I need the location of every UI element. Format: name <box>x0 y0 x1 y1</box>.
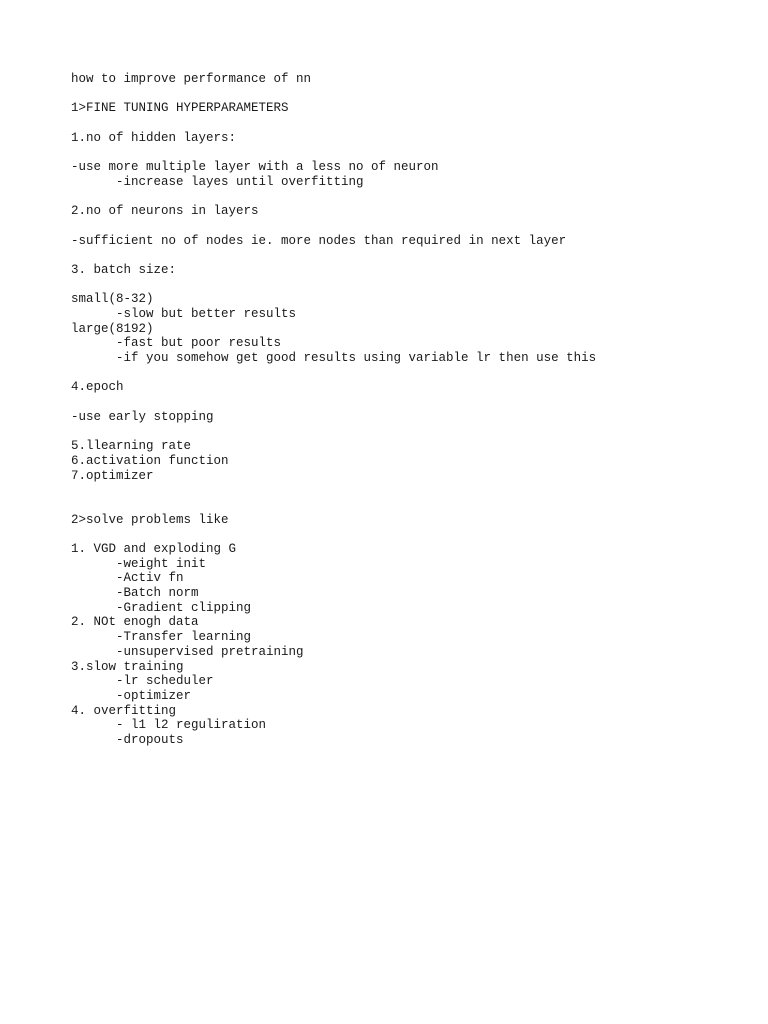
batch-large: large(8192) <box>71 321 154 336</box>
section2-heading: 2>solve problems like <box>71 512 229 527</box>
problem-fix: -Activ fn <box>116 571 184 586</box>
blank-line <box>71 366 751 381</box>
blank-line <box>71 278 751 293</box>
problem-fix: -Transfer learning <box>116 630 252 645</box>
problem-fix: -Gradient clipping <box>116 600 252 615</box>
blank-line <box>71 190 751 205</box>
batch-small-note: -slow but better results <box>116 307 297 321</box>
problem-fix: -dropouts <box>116 732 184 747</box>
document-body <box>71 72 751 748</box>
hidden-layers-point: -use more multiple layer with a less no of neuron <box>71 160 439 175</box>
hidden-layers-label: 1.no of hidden layers: <box>71 130 237 145</box>
neurons-label: 2.no of neurons in layers <box>71 204 259 219</box>
blank-line <box>71 425 751 440</box>
problem-label: 4. overfitting <box>71 703 177 718</box>
problem-fix: -unsupervised pretraining <box>116 644 304 659</box>
problem-fix: - l1 l2 reguliration <box>116 718 267 733</box>
neurons-point: -sufficient no of nodes ie. more nodes than required in next layer <box>71 233 567 248</box>
blank-line <box>71 145 751 160</box>
blank-lines <box>71 483 751 512</box>
blank-line <box>71 527 751 542</box>
hyperparameter-item: 5.llearning rate <box>71 439 192 454</box>
section1-heading: 1>FINE TUNING HYPERPARAMETERS <box>71 101 289 116</box>
blank-line <box>71 116 751 131</box>
document-title: how to improve performance of nn <box>71 72 312 86</box>
blank-line <box>71 248 751 263</box>
batch-large-note: -if you somehow get good results using variable lr then use this <box>116 351 597 366</box>
batch-small: small(8-32) <box>71 292 154 307</box>
problem-fix: -Batch norm <box>116 586 199 601</box>
problem-fix: -weight init <box>116 556 207 571</box>
epoch-label: 4.epoch <box>71 380 124 395</box>
hyperparameter-item: 7.optimizer <box>71 468 154 483</box>
hyperparameter-item: 6.activation function <box>71 453 229 468</box>
blank-line <box>71 395 751 410</box>
epoch-point: -use early stopping <box>71 409 214 424</box>
problem-label: 3.slow training <box>71 659 184 674</box>
hidden-layers-subpoint: -increase layes until overfitting <box>116 174 364 189</box>
problem-fix: -lr scheduler <box>116 674 214 689</box>
problem-fix: -optimizer <box>116 688 192 703</box>
problem-label: 1. VGD and exploding G <box>71 542 237 557</box>
blank-line <box>71 219 751 234</box>
problem-label: 2. NOt enogh data <box>71 615 199 630</box>
batch-large-note: -fast but poor results <box>116 336 282 351</box>
batch-size-label: 3. batch size: <box>71 262 177 277</box>
blank-line <box>71 87 751 102</box>
